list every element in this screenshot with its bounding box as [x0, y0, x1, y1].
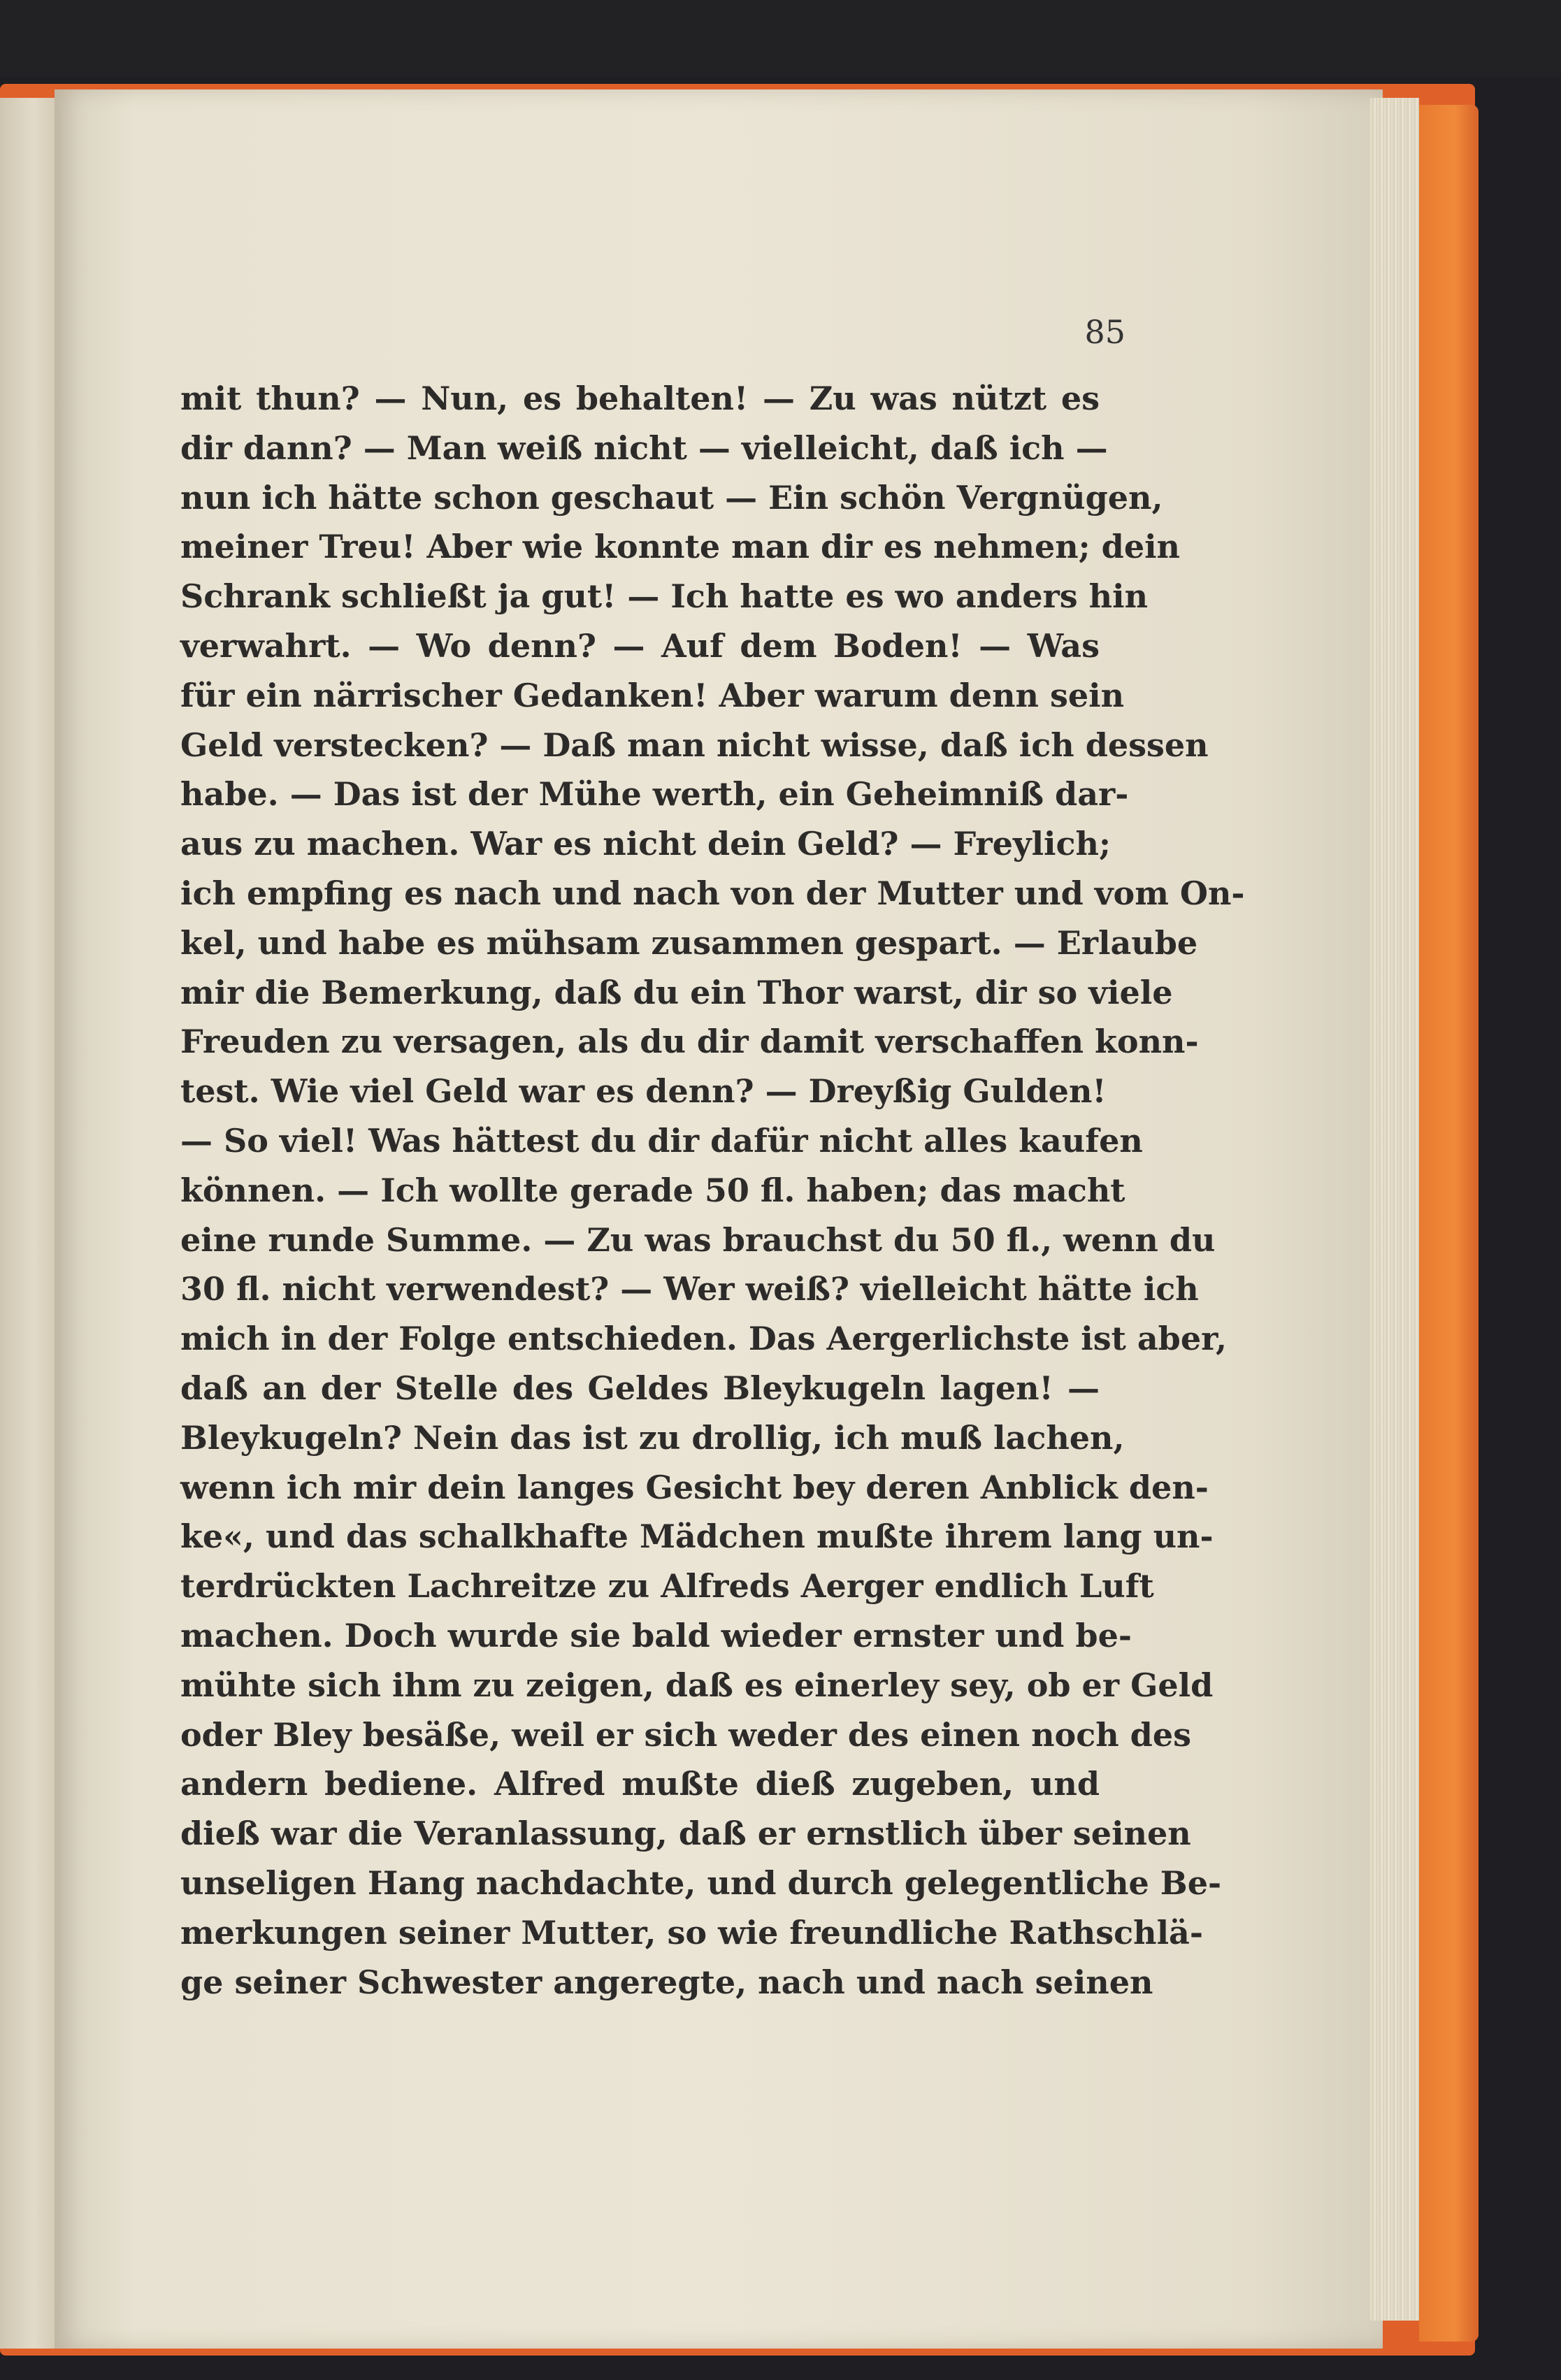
cover-edge: [1419, 105, 1479, 2342]
text-line: machen. Doch wurde sie bald wieder ernster und be-: [180, 1616, 1132, 1654]
text-line: 30 fl. nicht verwendest? — Wer weiß? vielleicht hätte ich: [180, 1270, 1199, 1308]
text-line: verwahrt. — Wo denn? — Auf dem Boden! — Was: [180, 626, 1100, 665]
text-line: dieß war die Veranlassung, daß er ernstlich über seinen: [180, 1815, 1191, 1853]
text-line: nun ich hätte schon geschaut — Ein schön Vergnügen,: [180, 478, 1163, 517]
text-line: eine runde Summe. — Zu was brauchst du 50 fl., wenn du: [180, 1220, 1216, 1259]
text-line: mir die Bemerkung, daß du ein Thor warst, dir so viele: [180, 973, 1173, 1011]
background: [0, 0, 1561, 77]
text-line: — So viel! Was hättest du dir dafür nicht alles kaufen: [180, 1121, 1143, 1160]
text-line: Freuden zu versagen, als du dir damit verschaffen konn-: [180, 1023, 1199, 1061]
page-number: 85: [1084, 313, 1125, 351]
text-line: andern bediene. Alfred mußte dieß zugeben, und: [180, 1765, 1100, 1803]
text-line: meiner Treu! Aber wie konnte man dir es nehmen; dein: [180, 528, 1180, 566]
text-line: mit thun? — Nun, es behalten! — Zu was nützt es: [180, 380, 1100, 417]
text-line: für ein närrischer Gedanken! Aber warum denn sein: [180, 676, 1125, 714]
text-line: aus zu machen. War es nicht dein Geld? — Freylich;: [180, 825, 1111, 863]
text-line: können. — Ich wollte gerade 50 fl. haben; das macht: [180, 1171, 1125, 1209]
text-line: oder Bley besäße, weil er sich weder des einen noch des: [180, 1715, 1192, 1754]
text-line: ke«, und das schalkhafte Mädchen mußte ihrem lang un-: [180, 1517, 1214, 1556]
text-line: test. Wie viel Geld war es denn? — Dreyßig Gulden!: [180, 1072, 1107, 1111]
text-line: Geld verstecken? — Daß man nicht wisse, daß ich dessen: [180, 726, 1209, 764]
text-line: kel, und habe es mühsam zusammen gespart. — Erlaube: [180, 923, 1198, 962]
text-line: terdrückten Lachreitze zu Alfreds Aerger endlich Luft: [180, 1567, 1154, 1606]
text-line: mühte sich ihm zu zeigen, daß es einerley sey, ob er Geld: [180, 1666, 1214, 1704]
text-line: ich empfing es nach und nach von der Mutter und vom On-: [180, 874, 1245, 912]
text-line: merkungen seiner Mutter, so wie freundliche Rathschlä-: [180, 1913, 1203, 1952]
text-line: wenn ich mir dein langes Gesicht bey deren Anblick den-: [180, 1468, 1209, 1506]
text-line: ge seiner Schwester angeregte, nach und nach seinen: [180, 1963, 1153, 2001]
text-line: habe. — Das ist der Mühe werth, ein Geheimniß dar-: [180, 775, 1129, 814]
text-line: Bleykugeln? Nein das ist zu drollig, ich muß lachen,: [180, 1418, 1125, 1457]
left-page-edge: [0, 98, 56, 2349]
text-line: dir dann? — Man weiß nicht — vielleicht, daß ich —: [180, 428, 1108, 467]
text-line: Schrank schließt ja gut! — Ich hatte es wo anders hin: [180, 577, 1149, 616]
text-line: unseligen Hang nachdachte, und durch gelegentliche Be-: [180, 1863, 1222, 1902]
text-line: daß an der Stelle des Geldes Bleykugeln lagen! —: [180, 1369, 1100, 1407]
text-line: mich in der Folge entschieden. Das Aergerlichste ist aber,: [180, 1320, 1227, 1358]
page-block-edges: [1370, 98, 1419, 2321]
body-text: [180, 374, 1245, 2007]
